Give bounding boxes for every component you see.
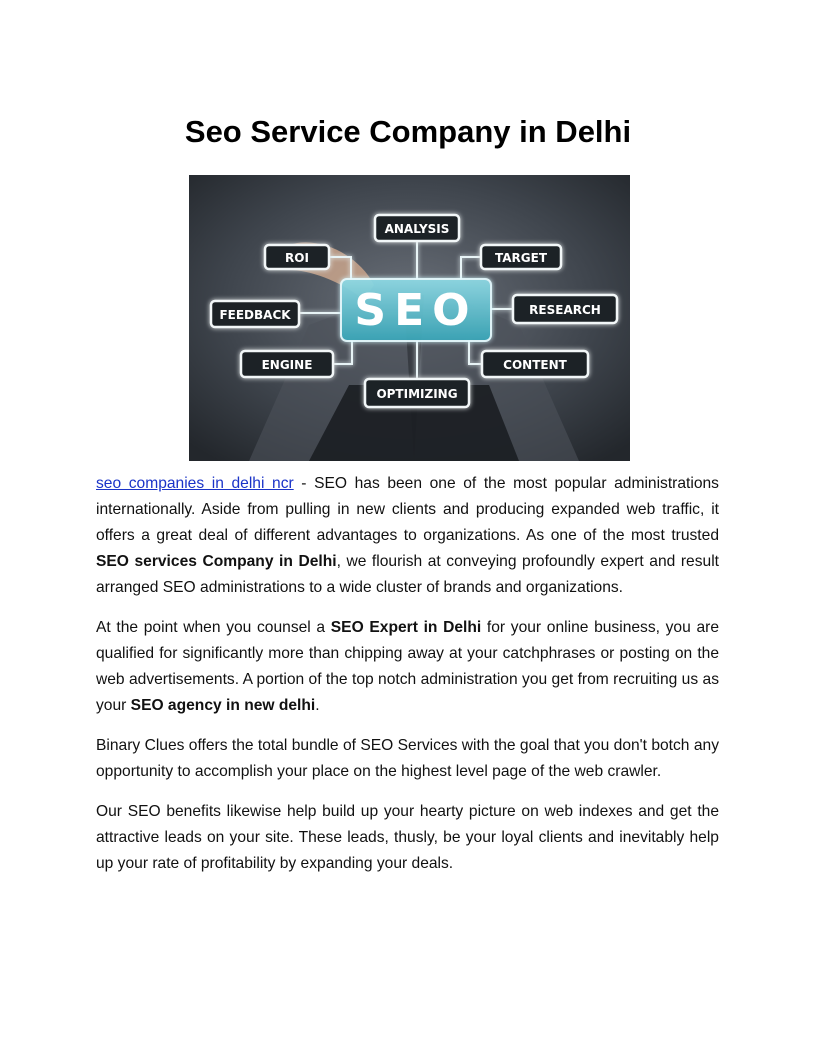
paragraph-4	[96, 799, 719, 877]
text-segment: Binary Clues offers the total bundle of SEO Services with the goal that you don't botch any opportunity to accomplish your place on the highest level page of the web crawler.	[96, 737, 719, 780]
seo-center-label: SEO	[354, 285, 478, 336]
tag-feedback	[211, 301, 299, 327]
svg-text:TARGET: TARGET	[494, 251, 548, 265]
tag-target	[481, 245, 561, 269]
bold-phrase: SEO Expert in Delhi	[330, 619, 482, 636]
paragraph-1	[96, 471, 719, 601]
page-title: Seo Service Company in Delhi	[184, 114, 632, 149]
text-segment: , we flourish at conveying profoundly expert and result arranged SEO administrations to a wide cluster of brands and organizations.	[96, 553, 719, 596]
svg-text:FEEDBACK: FEEDBACK	[219, 308, 291, 322]
seo-center-box	[341, 279, 491, 341]
bold-phrase: SEO services Company in Delhi	[96, 553, 337, 570]
text-segment: At the point when you counsel a	[96, 619, 331, 636]
text-segment: .	[315, 697, 320, 714]
text-segment: Our SEO benefits likewise help build up your hearty picture on web indexes and get the attractive leads on your site. These leads, thusly, be your loyal clients and inevitably help up your rate of profitability by expanding your deals.	[96, 803, 719, 872]
seo-diagram-illustration	[189, 175, 630, 461]
seo-hero-image	[189, 175, 630, 461]
text-segment: - SEO has been one of the most popular administrations internationally. Aside from pulling in new clients and producing expanded web traffic, it offers a great deal of different advantages to organizations. As one of the most trusted	[96, 475, 719, 544]
paragraph-3	[96, 733, 719, 785]
svg-text:ROI: ROI	[285, 251, 309, 265]
paragraph-2	[96, 615, 719, 719]
tag-optimizing	[365, 379, 469, 407]
text-segment: for your online business, you are qualified for significantly more than chipping away at your catchphrases or posting on the web advertisements. A portion of the top notch administration you get from recruiting us as your	[96, 619, 719, 714]
tag-analysis	[375, 215, 459, 241]
tag-research	[513, 295, 617, 323]
svg-text:OPTIMIZING: OPTIMIZING	[376, 387, 458, 401]
svg-text:ANALYSIS: ANALYSIS	[384, 222, 450, 236]
tag-content	[482, 351, 588, 377]
svg-text:RESEARCH: RESEARCH	[529, 303, 601, 317]
article-body	[96, 471, 719, 891]
svg-text:ENGINE: ENGINE	[261, 358, 313, 372]
svg-text:CONTENT: CONTENT	[503, 358, 567, 372]
tag-engine	[241, 351, 333, 377]
bold-phrase: SEO agency in new delhi	[130, 697, 316, 714]
tag-roi	[265, 245, 329, 269]
seo-companies-link[interactable]: seo companies in delhi ncr	[96, 475, 294, 492]
